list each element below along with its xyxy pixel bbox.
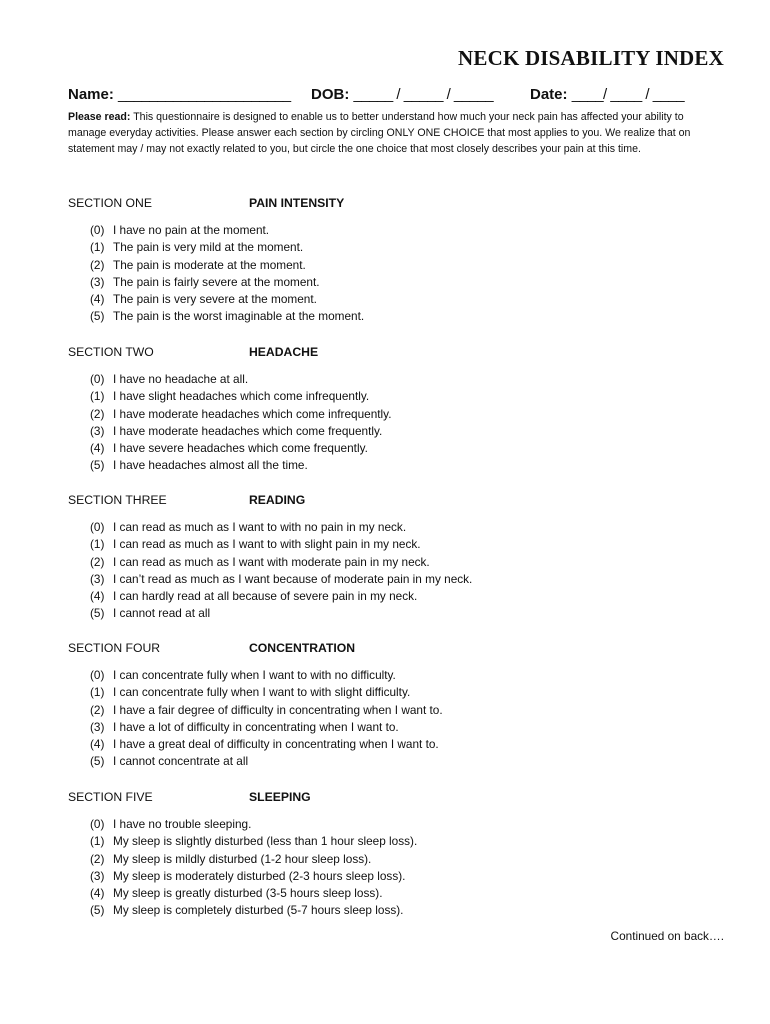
answer-option[interactable] [90,684,443,701]
option-text: My sleep is mildly disturbed (1-2 hour sleep loss). [113,851,372,866]
answer-option[interactable] [90,571,472,588]
answer-options [90,222,364,326]
option-code: (3) [90,571,105,586]
answer-option[interactable] [90,885,417,902]
answer-option[interactable] [90,605,472,622]
answer-option[interactable] [90,291,364,308]
section-number: SECTION FOUR [68,641,161,655]
section-header [68,196,718,216]
answer-option[interactable] [90,388,391,405]
option-text: I have moderate headaches which come infrequently. [113,406,392,421]
section-title: PAIN INTENSITY [249,196,345,210]
option-code: (2) [90,554,105,569]
option-text: I have no trouble sleeping. [113,817,252,831]
option-text: The pain is very severe at the moment. [113,292,317,307]
answer-option[interactable] [90,816,417,833]
option-code: (0) [90,372,105,386]
option-text: I have a great deal of difficulty in concentrating when I want to. [113,737,439,752]
option-text: My sleep is moderately disturbed (2-3 hours sleep loss). [113,868,406,883]
option-code: (0) [90,817,105,831]
answer-option[interactable] [90,902,417,919]
answer-option[interactable] [90,667,443,684]
option-text: I cannot read at all [113,606,211,621]
option-code: (4) [90,292,105,307]
answer-option[interactable] [90,702,443,719]
option-code: (4) [90,441,105,456]
answer-option[interactable] [90,423,391,440]
option-code: (3) [90,719,105,734]
option-code: (2) [90,406,105,421]
option-code: (4) [90,886,105,901]
option-code: (5) [90,606,105,621]
section-5 [68,790,718,918]
section-4 [68,641,718,769]
option-text: The pain is moderate at the moment. [113,257,306,272]
option-code: (2) [90,257,105,272]
answer-option[interactable] [90,457,391,474]
answer-option[interactable] [90,519,472,536]
option-text: I cannot concentrate at all [113,754,249,769]
answer-option[interactable] [90,406,391,423]
section-header [68,345,718,365]
section-1 [68,196,718,324]
answer-options [90,816,417,920]
section-header [68,493,718,513]
option-text: My sleep is greatly disturbed (3-5 hours sleep loss). [113,886,383,901]
option-code: (1) [90,834,105,849]
option-text: I have no pain at the moment. [113,223,270,237]
answer-option[interactable] [90,736,443,753]
option-code: (3) [90,423,105,438]
option-code: (1) [90,389,105,404]
answer-option[interactable] [90,308,364,325]
option-code: (4) [90,737,105,752]
answer-option[interactable] [90,222,364,239]
option-text: I have severe headaches which come frequently. [113,441,368,456]
name-blank[interactable]: ______________________ [118,86,291,103]
option-text: My sleep is completely disturbed (5-7 hours sleep loss). [113,903,404,918]
option-code: (5) [90,754,105,769]
option-text: I have slight headaches which come infrequently. [113,389,370,404]
answer-option[interactable] [90,440,391,457]
option-text: The pain is very mild at the moment. [113,240,304,255]
dob-blank[interactable]: _____ / _____ / _____ [353,86,494,103]
section-title: CONCENTRATION [249,641,356,655]
answer-option[interactable] [90,554,472,571]
answer-option[interactable] [90,274,364,291]
option-text: I can read as much as I want with moderate pain in my neck. [113,554,430,569]
section-number: SECTION ONE [68,196,152,210]
option-text: My sleep is slightly disturbed (less than 1 hour sleep loss). [113,834,418,849]
answer-option[interactable] [90,833,417,850]
answer-option[interactable] [90,588,472,605]
option-text: I can’t read as much as I want because of moderate pain in my neck. [113,571,473,586]
answer-option[interactable] [90,719,443,736]
answer-options [90,667,443,771]
answer-option[interactable] [90,239,364,256]
option-text: I have no headache at all. [113,372,249,386]
answer-option[interactable] [90,851,417,868]
continued-note: Continued on back…. [610,929,724,943]
date-field[interactable] [530,86,684,103]
answer-option[interactable] [90,753,443,770]
section-title: READING [249,493,306,507]
section-title: SLEEPING [249,790,311,804]
option-code: (1) [90,685,105,700]
option-text: I have moderate headaches which come frequently. [113,423,383,438]
option-code: (5) [90,458,105,473]
section-number: SECTION FIVE [68,790,153,804]
option-text: I can concentrate fully when I want to with slight difficulty. [113,685,411,700]
instructions-paragraph [68,109,718,158]
option-text: I can concentrate fully when I want to with no difficulty. [113,668,396,682]
section-2 [68,345,718,473]
dob-label: DOB: [311,86,350,103]
option-text: I can hardly read at all because of severe pain in my neck. [113,589,418,604]
section-header [68,641,718,661]
option-code: (1) [90,537,105,552]
option-code: (3) [90,274,105,289]
date-blank[interactable]: ____/ ____ / ____ [571,86,685,103]
option-code: (1) [90,240,105,255]
answer-option[interactable] [90,868,417,885]
option-code: (2) [90,851,105,866]
document-title: NECK DISABILITY INDEX [458,46,724,70]
answer-option[interactable] [90,257,364,274]
name-label: Name: [68,86,114,103]
option-code: (4) [90,589,105,604]
option-code: (0) [90,520,105,534]
answer-options [90,519,472,623]
option-text: I have headaches almost all the time. [113,458,308,473]
option-text: I have a lot of difficulty in concentrating when I want to. [113,719,399,734]
option-code: (0) [90,668,105,682]
option-code: (2) [90,702,105,717]
option-text: I can read as much as I want to with slight pain in my neck. [113,537,421,552]
name-field[interactable] [68,86,291,103]
section-number: SECTION TWO [68,345,154,359]
dob-field[interactable] [311,86,493,103]
section-header [68,790,718,810]
answer-options [90,371,391,475]
option-text: I have a fair degree of difficulty in concentrating when I want to. [113,702,443,717]
option-text: The pain is the worst imaginable at the moment. [113,309,365,324]
date-label: Date: [530,86,568,103]
option-text: I can read as much as I want to with no pain in my neck. [113,520,407,534]
answer-option[interactable] [90,371,391,388]
instructions-lead: Please read: [68,111,131,123]
option-code: (3) [90,868,105,883]
instructions-text: This questionnaire is designed to enable us to better understand how much your neck pain has affected your ability to manage everyday activities. Please answer each section by circling ONLY ONE CHOICE that most applies to you. We realize that on statement may / may not exactly related to you, but circle the one choice that most closely describes your pain at this time. [68,111,691,156]
option-code: (5) [90,903,105,918]
section-number: SECTION THREE [68,493,167,507]
option-code: (0) [90,223,105,237]
option-text: The pain is fairly severe at the moment. [113,274,320,289]
section-title: HEADACHE [249,345,319,359]
section-3 [68,493,718,621]
option-code: (5) [90,309,105,324]
answer-option[interactable] [90,536,472,553]
